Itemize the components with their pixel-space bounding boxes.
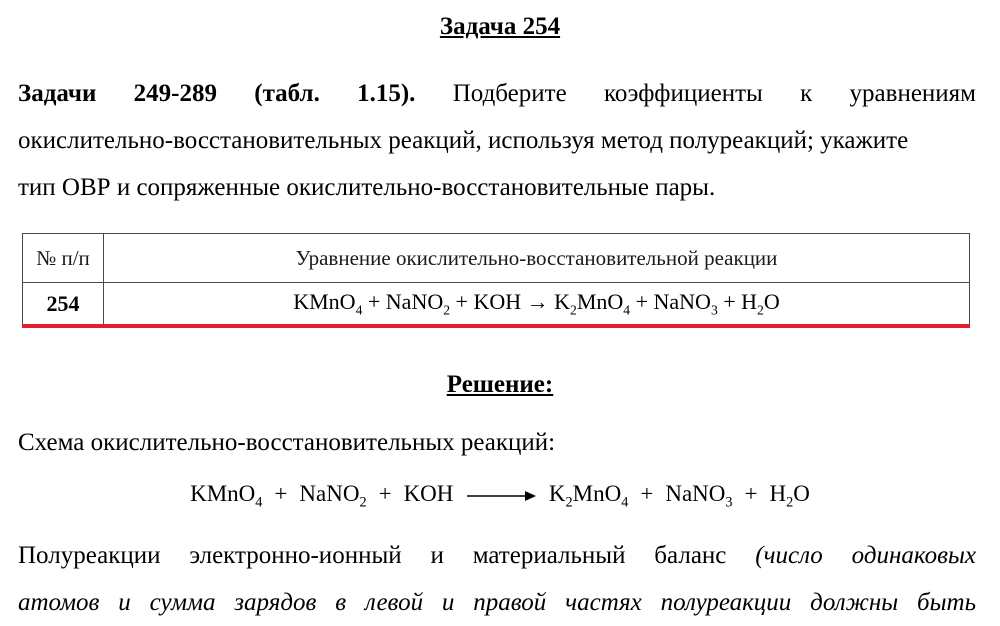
task-statement	[18, 70, 976, 211]
plus-operator: +	[274, 481, 288, 506]
task-table	[22, 233, 970, 327]
task-title: Задача 254	[439, 13, 561, 40]
column-header-number: № п/п	[23, 234, 104, 283]
long-right-arrow-icon	[467, 480, 537, 512]
plus-operator: +	[378, 481, 392, 506]
task-number-cell: 254	[23, 283, 104, 326]
reactant-formula: KMnO$_4$	[190, 481, 263, 511]
plus-operator: +	[744, 481, 758, 506]
red-underline-divider	[22, 324, 970, 328]
statement-line-3: тип ОВР и сопряженные окислительно-восстановительные пары.	[18, 174, 716, 201]
half-reactions-line-2: атомов и сумма зарядов в левой и правой частях полуреакции должны быть	[18, 589, 976, 616]
scheme-label: Схема окислительно-восстановительных реакций:	[18, 429, 556, 456]
half-reactions-line-1: Полуреакции электронно-ионный и материальный баланс (число одинаковых	[18, 542, 976, 569]
table-header-row	[23, 234, 970, 283]
statement-line-1: Задачи 249-289 (табл. 1.15). Подберите коэффициенты к уравнениям	[18, 80, 977, 107]
equation-cell: KMnO$_4$ + NaNO$_2$ + KOH → $K_2MnO_4$ + NaNO$_3$ + $H_2O$	[104, 283, 970, 326]
products	[548, 481, 810, 511]
reaction-scheme	[0, 478, 1000, 519]
solution-heading: Решение:	[446, 371, 554, 398]
product-formula: $H_2O$	[769, 481, 810, 511]
reactant-formula: NaNO$_2$	[299, 481, 367, 511]
task-range-label: Задачи 249-289 (табл. 1.15).	[18, 80, 416, 107]
product-formula: NaNO$_3$	[665, 481, 733, 511]
table-row	[23, 283, 970, 326]
reactant-formula: KOH	[403, 481, 454, 506]
plus-operator: +	[640, 481, 654, 506]
statement-line-2: окислительно-восстановительных реакций, используя метод полуреакций; укажите	[18, 127, 909, 154]
half-reactions-paragraph	[18, 532, 976, 626]
column-header-equation: Уравнение окислительно-восстановительной реакции	[104, 234, 970, 283]
reactants	[190, 481, 454, 511]
product-formula: $K_2MnO_4$	[548, 481, 629, 511]
